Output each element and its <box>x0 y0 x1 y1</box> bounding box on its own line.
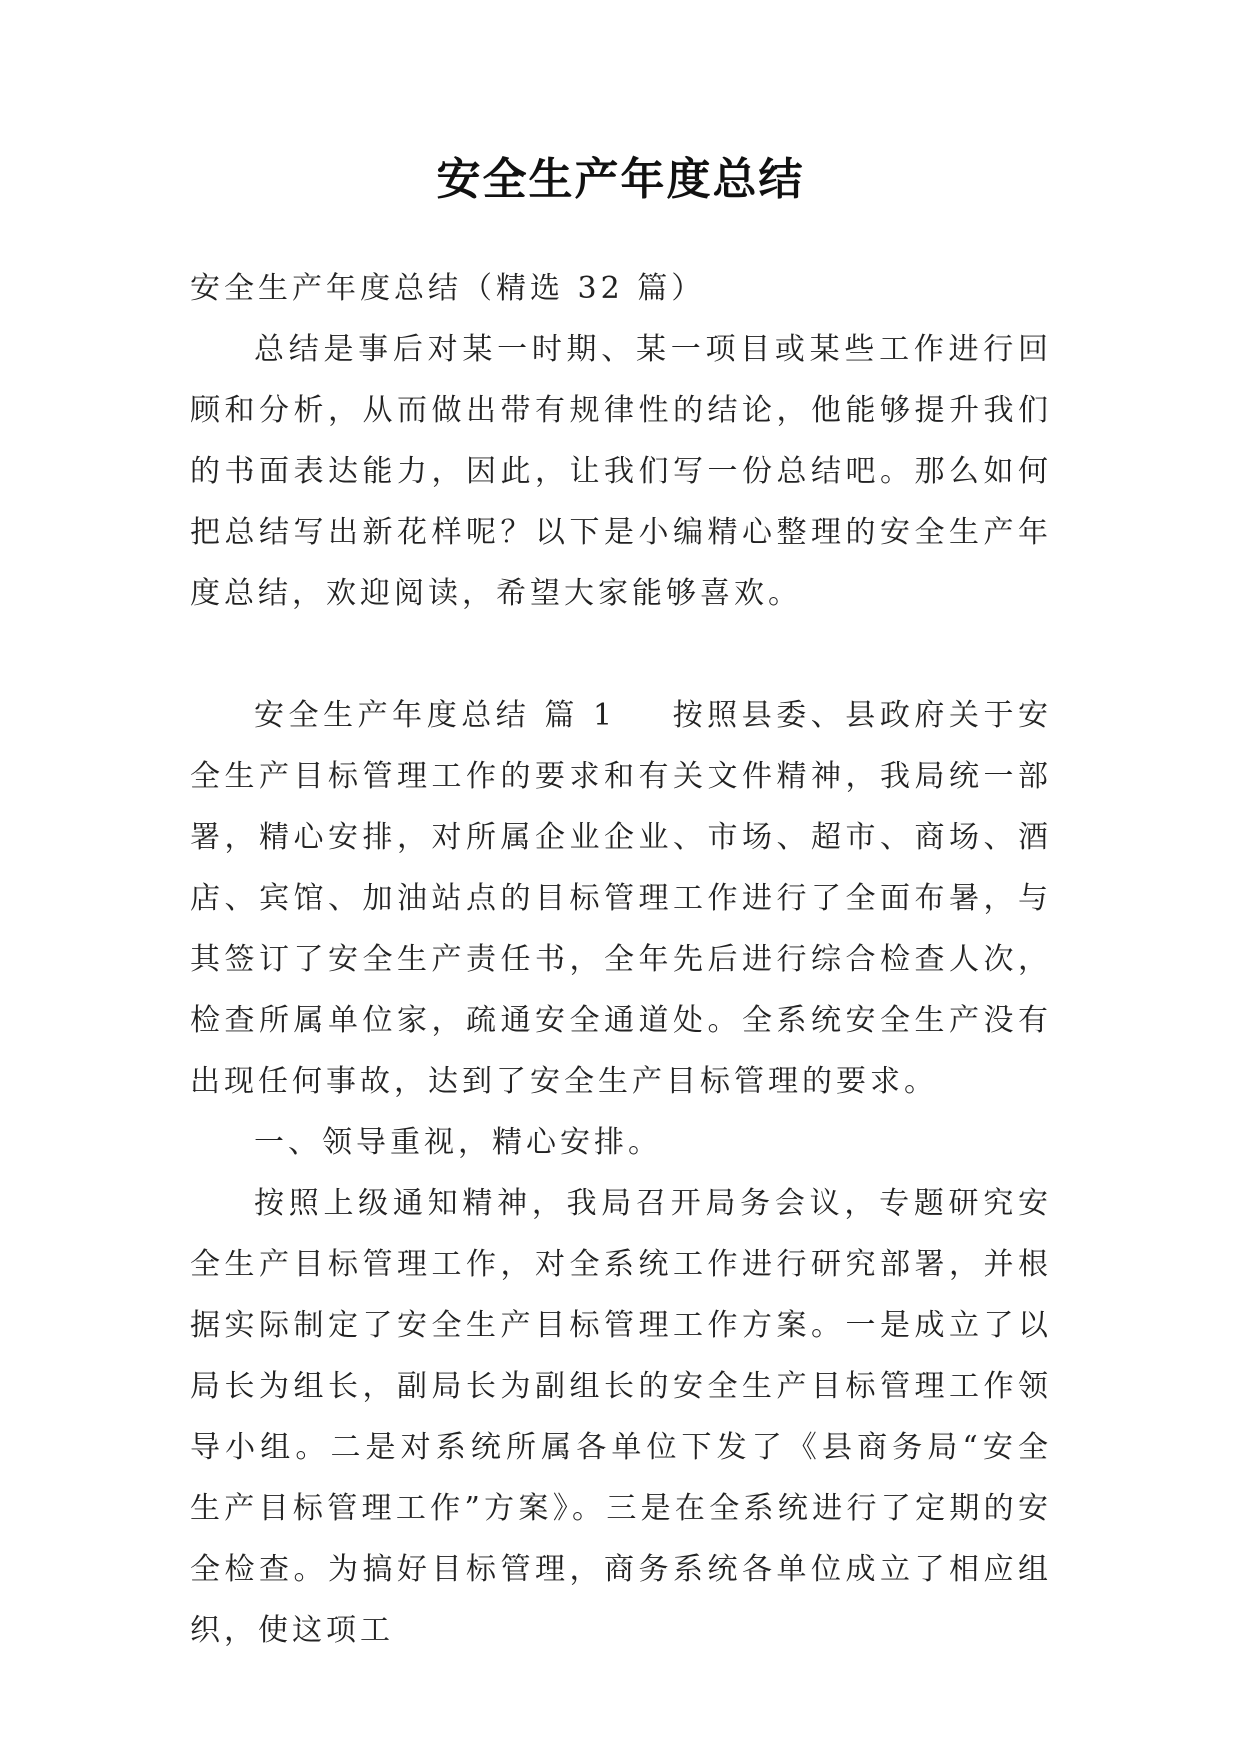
paragraph-spacer <box>190 624 1052 685</box>
section-1-heading: 安全生产年度总结 篇 1 <box>254 698 617 733</box>
section-1-paragraph <box>190 685 1052 1112</box>
point-1-heading: 一、领导重视，精心安排。 <box>254 1125 662 1160</box>
document-subtitle: 安全生产年度总结（精选 32 篇） <box>190 271 706 306</box>
intro-paragraph: 总结是事后对某一时期、某一项目或某些工作进行回顾和分析，从而做出带有规律性的结论，他能够提升我们的书面表达能力，因此，让我们写一份总结吧。那么如何把总结写出新花样呢？以下是小编精心整理的安全生产年度总结，欢迎阅读，希望大家能够喜欢。 <box>190 332 1052 611</box>
document-title: 安全生产年度总结 <box>436 154 805 205</box>
point-1-paragraph: 按照上级通知精神，我局召开局务会议，专题研究安全生产目标管理工作，对全系统工作进行研究部署，并根据实际制定了安全生产目标管理工作方案。一是成立了以局长为组长，副局长为副组长的安全生产目标管理工作领导小组。二是对系统所属各单位下发了《县商务局“安全生产目标管理工作”方案》。三是在全系统进行了定期的安全检查。为搞好目标管理，商务系统各单位成立了相应组织，使这项工 <box>190 1186 1052 1648</box>
document-body <box>190 258 1052 1661</box>
section-1-body: 按照县委、县政府关于安全生产目标管理工作的要求和有关文件精神，我局统一部署，精心安排，对所属企业企业、市场、超市、商场、酒店、宾馆、加油站点的目标管理工作进行了全面布暑，与其签订了安全生产责任书，全年先后进行综合检查人次，检查所属单位家，疏通安全通道处。全系统安全生产没有出现任何事故，达到了安全生产目标管理的要求。 <box>190 698 1052 1099</box>
